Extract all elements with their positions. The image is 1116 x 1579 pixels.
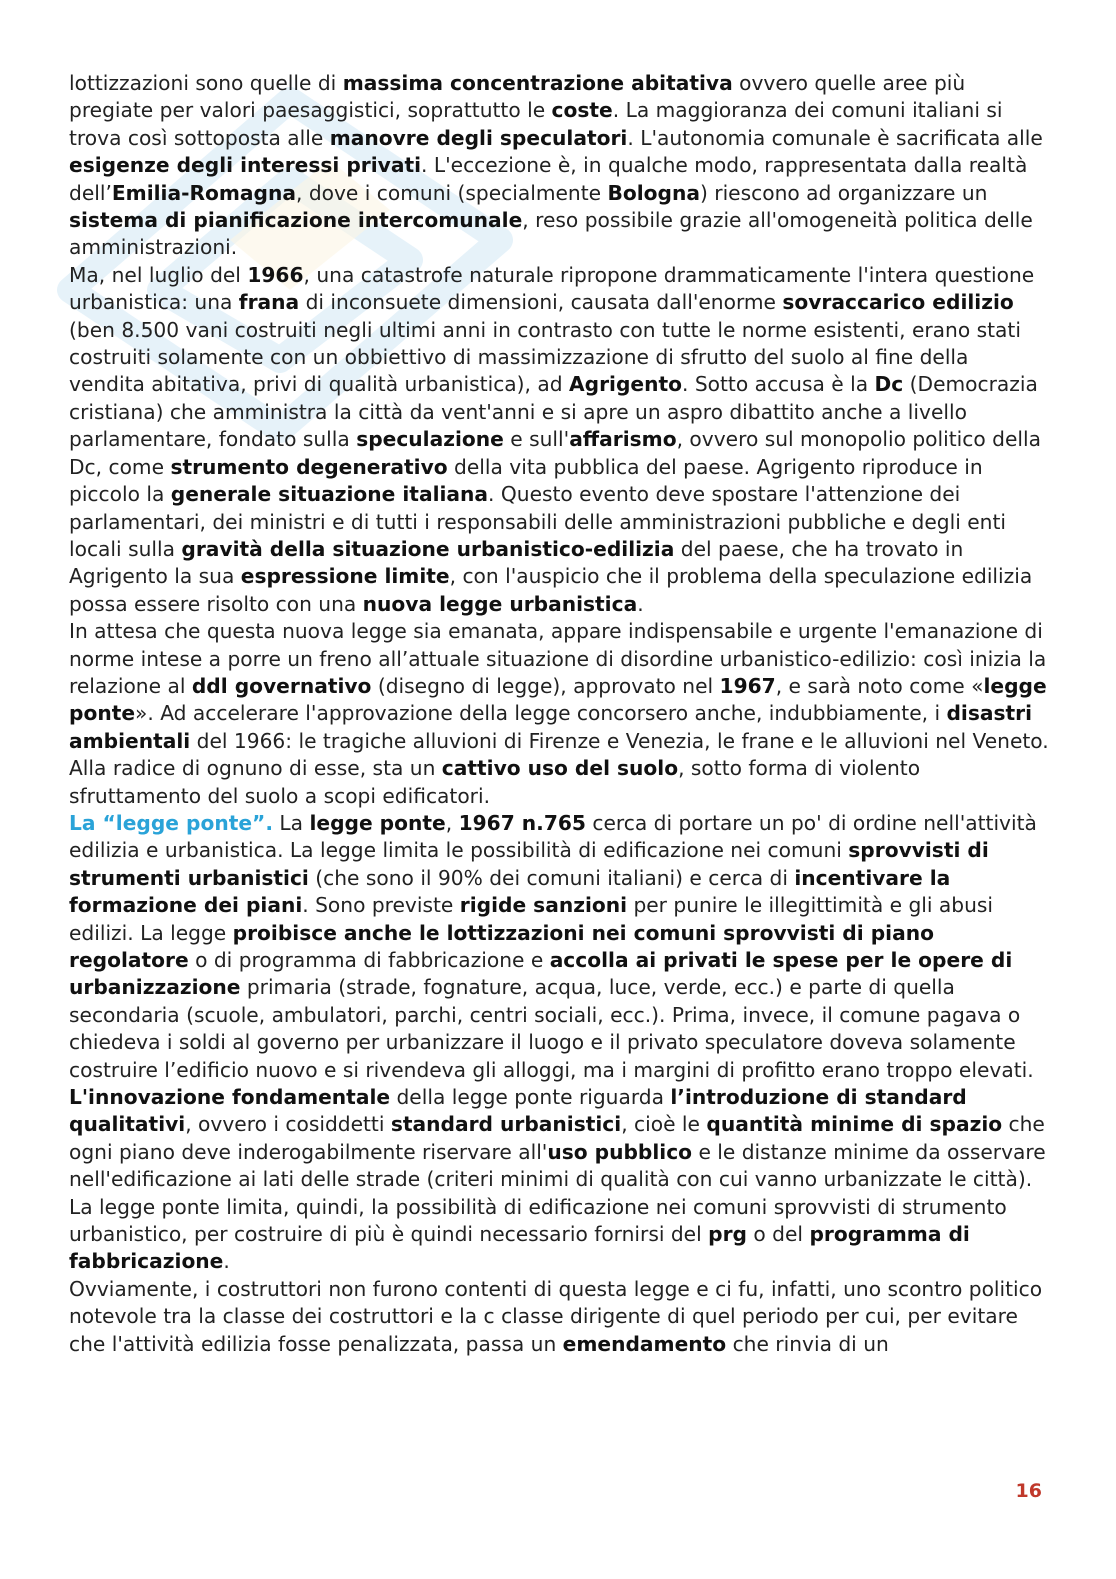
text-run: lottizzazioni sono quelle di	[69, 71, 343, 95]
text-run: . Questo evento deve spostare l'attenzione dei parlamentari, dei ministri e di tutti i responsabili delle amministrazioni pubbliche e degli enti locali sulla	[69, 482, 1006, 561]
bold-text: sovraccarico edilizio	[782, 290, 1014, 315]
text-run: , e sarà noto come «	[775, 673, 984, 698]
text-run: che rinvia di un	[726, 1331, 889, 1356]
paragraph	[69, 1194, 1049, 1276]
bold-text: quantità minime di spazio	[706, 1112, 1003, 1137]
text-run: per punire le illegittimità e gli abusi edilizi. La legge	[69, 893, 994, 945]
text-run: (che sono il 90% dei comuni italiani) e cerca di	[308, 865, 795, 890]
text-run: , dove i comuni (specialmente	[295, 180, 608, 205]
text-run: cerca di portare un po' di ordine nell'attività edilizia e urbanistica. La legge limita le possibilità di edificazione nei comuni	[69, 810, 1037, 863]
bold-text: 1967	[719, 673, 776, 698]
text-run: della legge ponte riguarda	[390, 1085, 671, 1110]
text-run: ». Ad accelerare l'approvazione della legge concorsero anche, indubbiamente, i	[135, 701, 947, 726]
bold-text: programma di fabbricazione	[69, 1222, 970, 1274]
bold-text: esigenze degli interessi privati	[69, 153, 422, 178]
bold-text: legge ponte	[309, 810, 446, 835]
bold-text: generale situazione italiana	[170, 482, 489, 507]
bold-text: 1966	[247, 262, 304, 287]
text-run: e sull'	[503, 427, 570, 452]
bold-text: espressione limite	[240, 564, 450, 589]
text-run: ovvero quelle aree più pregiate per valori paesaggistici, soprattutto le	[69, 71, 966, 123]
bold-text: Emilia-Romagna	[111, 180, 296, 205]
bold-text: coste	[551, 98, 613, 123]
section-heading: La “legge ponte”.	[69, 810, 273, 835]
bold-text: strumento degenerativo	[170, 454, 448, 479]
bold-text: ddl governativo	[191, 673, 372, 698]
text-run: La legge ponte limita, quindi, la possibilità di edificazione nei comuni sprovvisti di strumento urbanistico, per costruire di più è quindi necessario fornirsi del	[69, 1194, 1007, 1247]
paragraph	[69, 262, 1049, 618]
bold-text: accolla ai privati le spese per le opere di urbanizzazione	[69, 948, 1013, 1000]
bold-text: gravità della situazione urbanistico-edilizia	[181, 536, 675, 561]
bold-text: prg	[708, 1222, 747, 1247]
text-run: di inconsuete dimensioni, causata dall'enorme	[299, 290, 783, 315]
text-run: della vita pubblica del paese. Agrigento riproduce in piccolo la	[69, 454, 983, 507]
text-run: , sotto forma di violento sfruttamento del suolo a scopi edificatori.	[69, 756, 921, 808]
bold-text: affarismo	[569, 427, 677, 452]
text-run: , ovvero sul monopolio politico della Dc, come	[69, 427, 1041, 479]
text-run: . L'eccezione è, in qualche modo, rappresentata dalla realtà dell’	[69, 153, 1028, 205]
paragraph	[69, 1276, 1049, 1358]
bold-text: incentivare la formazione dei piani	[69, 865, 951, 918]
bold-text: Bologna	[607, 180, 700, 205]
text-run: (disegno di legge), approvato nel	[371, 673, 720, 698]
text-run: (ben 8.500 vani costruiti negli ultimi anni in contrasto con tutte le norme esistenti, erano stati costruiti solamente con un obbiettivo di massimizzazione di sfrutto del suolo al fine della vendita abitativa, privi di qualità urbanistica), ad	[69, 317, 1021, 397]
bold-text: disastri ambientali	[69, 701, 1033, 753]
text-run: La	[273, 810, 310, 835]
text-run: , con l'auspicio che il problema della speculazione edilizia possa essere risolto con una	[69, 564, 1033, 616]
text-run: .	[637, 591, 644, 616]
bold-text: sistema di pianificazione intercomunale	[69, 208, 523, 233]
text-run: o del	[747, 1222, 810, 1247]
bold-text: speculazione	[356, 427, 504, 452]
text-run: , cioè le	[621, 1112, 707, 1137]
text-run: Ovviamente, i costruttori non furono contenti di questa legge e ci fu, infatti, uno scontro politico notevole tra la classe dei costruttori e la c classe dirigente di quel periodo per cui, per evitare che l'attività edilizia fosse penalizzata, passa un	[69, 1276, 1043, 1356]
text-run: ,	[445, 810, 459, 835]
document-body	[69, 70, 1049, 1358]
bold-text: sprovvisti di strumenti urbanistici	[69, 838, 989, 890]
bold-text: legge ponte	[69, 673, 1047, 726]
bold-text: cattivo uso del suolo	[441, 756, 679, 781]
bold-text: nuova legge urbanistica	[362, 591, 638, 616]
bold-text: standard urbanistici	[390, 1112, 622, 1137]
paragraph	[69, 618, 1049, 810]
paragraph	[69, 810, 1049, 1084]
text-run: (Democrazia cristiana) che amministra la città da vent'anni e si apre un aspro dibattito anche a livello parlamentare, fondato sulla	[69, 372, 1038, 452]
page-number: 16	[1015, 1480, 1042, 1502]
text-run: del paese, che ha trovato in Agrigento la sua	[69, 536, 964, 589]
text-run: o di programma di fabbricazione e	[188, 948, 550, 972]
paragraph	[69, 70, 1049, 262]
text-run: e le distanze minime da osservare nell'edificazione ai lati delle strade (criteri minimi di qualità con cui vanno urbanizzate le città).	[69, 1139, 1046, 1192]
bold-text: manovre degli speculatori	[329, 125, 628, 150]
text-run: .	[223, 1249, 230, 1274]
bold-text: massima concentrazione abitativa	[342, 71, 733, 95]
bold-text: uso pubblico	[547, 1139, 693, 1164]
text-run: del 1966: le tragiche alluvioni di Firenze e Venezia, le frane e le alluvioni nel Veneto. Alla radice di ognuno di esse, sta un	[69, 728, 1049, 781]
text-run: . Sono previste	[302, 893, 460, 918]
text-run: , reso possibile grazie all'omogeneità politica delle amministrazioni.	[69, 208, 1033, 260]
text-run: , una catastrofe naturale ripropone drammaticamente l'intera questione urbanistica: una	[69, 262, 1035, 315]
bold-text: proibisce anche le lottizzazioni nei comuni sprovvisti di piano regolatore	[69, 920, 934, 972]
bold-text: Dc	[874, 372, 904, 397]
text-run: . L'autonomia comunale è sacrificata alle	[627, 125, 1043, 150]
text-run: , ovvero i cosiddetti	[185, 1112, 391, 1137]
text-run: . Sotto accusa è la	[681, 372, 875, 397]
bold-text: 1967 n.765	[458, 810, 586, 835]
bold-text: L'innovazione fondamentale	[69, 1085, 391, 1110]
bold-text: rigide sanzioni	[459, 893, 628, 918]
paragraph	[69, 1084, 1049, 1194]
bold-text: Agrigento	[569, 372, 682, 397]
text-run: In attesa che questa nuova legge sia emanata, appare indispensabile e urgente l'emanazione di norme intese a porre un freno all’attuale situazione di disordine urbanistico-edilizio: così inizia la relazione al	[69, 619, 1047, 698]
bold-text: l’introduzione di standard qualitativi	[69, 1085, 967, 1137]
text-run: primaria (strade, fognature, acqua, luce, verde, ecc.) e parte di quella secondaria (scuole, ambulatori, parchi, centri sociali, ecc.). Prima, invece, il comune pagava o chiedeva i soldi al governo per urbanizzare il luogo e il privato speculatore doveva solamente costruire l’edificio nuovo e si rivendeva gli alloggi, ma i margini di profitto erano troppo elevati.	[69, 975, 1034, 1082]
text-run: Ma, nel luglio del	[69, 262, 248, 287]
bold-text: frana	[238, 290, 300, 315]
text-run: che ogni piano deve inderogabilmente riservare all'	[69, 1112, 1045, 1164]
text-run: ) riescono ad organizzare un	[699, 180, 988, 205]
bold-text: emendamento	[562, 1331, 727, 1356]
text-run: . La maggioranza dei comuni italiani si trova così sottoposta alle	[69, 98, 1003, 150]
